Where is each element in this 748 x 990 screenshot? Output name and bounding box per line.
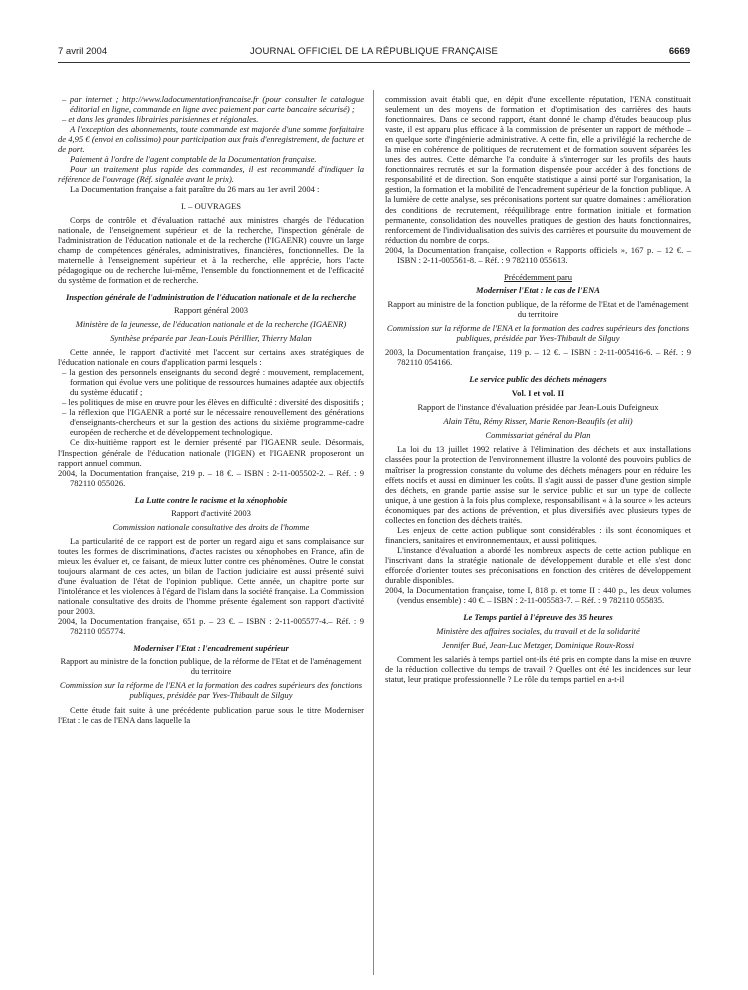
igaenr-ministry: Ministère de la jeunesse, de l'éducation nationale et de la recherche (IGAENR) bbox=[75, 318, 347, 329]
temps-partiel-authors: Jennifer Bué, Jean-Luc Metzger, Dominique Roux-Rossi bbox=[441, 640, 635, 651]
igaenr-bullet: – la gestion des personnels enseignants du second degré : mouvement, remplacement, formation qui évolue vers une politique de ressources humaines adaptée aux objectifs du système éducatif ; bbox=[62, 367, 364, 398]
racisme-paragraph: La particularité de ce rapport est de porter un regard aigu et sans complaisance sur toutes les formes de discriminations, d'actes racistes ou xénophobes en France, afin de mieux les évaluer et, ce faisant, de mieux lutter contre ces phénomènes. Outre le constat toujours alarmant de ces actes, un bilan de l'action judiciaire est aussi présenté suivi d'une évaluation de l'état de l'opinion publique. Cette année, un chapitre porte sur l'intolérance et les violences à l'égard de l'islam dans la société française. La Commission nationale consultative des droits de l'homme présente également son rapport d'activité pour 2003. bbox=[58, 535, 364, 617]
igaenr-title: Inspection générale de l'administration de l'éducation nationale et de la recherche bbox=[65, 291, 357, 302]
racisme-subtitle: Rapport d'activité 2003 bbox=[171, 507, 251, 518]
encadrement-continuation: commission avait établi que, en dépit d'une excellente réputation, l'ENA constituait seulement un des moyens de formation et d'optimisation des carrières des hauts fonctionnaires. Dans ce second rapport, étant donné le champ d'études beaucoup plus vaste, il est apparu plus efficace à la commission de présenter un rapport de méthode – en quelque sorte d'ingénierie administrative. A cette fin, elle a privilégié la recherche de la mise en cohérence de politiques de recrutement et de formation souvent séparées les unes des autres. Cette démarche l'a conduite à s'interroger sur les profils des hauts fonctionnaires recrutés et sur la formation dispensée pour accéder à des fonctions de responsabilité et de direction. Son enquête statistique a ainsi porté sur l'organisation, la gestion, la formation et la mobilité de l'encadrement supérieur de la fonction publique. A la lumière de cette analyse, ses préconisations portent sur quatre domaines : amélioration des conditions de recrutement, rééquilibrage entre formation initiale et formation permanente, consolidation des nouvelles pratiques de gestion des hauts fonctionnaires, renforcement de l'individualisation des suivis des carrières et poursuite du mouvement de réduction du nombre de corps. bbox=[385, 94, 691, 245]
ena-reference: 2003, la Documentation française, 119 p. – 12 €. – ISBN : 2-11-005416-6. – Réf. : 9 782110 054166. bbox=[385, 347, 691, 368]
dechets-reference: 2004, la Documentation française, tome I, 818 p. et tome II : 440 p., les deux volumes (vendus ensemble) : 40 €. – ISBN : 2-11-005583-7. – Réf. : 9 782110 055835. bbox=[385, 585, 691, 606]
order-reference: Pour un traitement plus rapide des commandes, il est recommandé d'indiquer la référence de l'ouvrage (Réf. signalée avant le prix). bbox=[58, 164, 364, 185]
column-divider bbox=[373, 90, 374, 975]
dechets-authors: Alain Têtu, Rémy Risser, Marie Renon-Beaufils (et alii) bbox=[443, 416, 633, 427]
page-header bbox=[58, 46, 690, 60]
order-internet: – par internet ; http://www.ladocumentationfrancaise.fr (pour consulter le catalogue éditorial en ligne, commande en ligne avec paiement par carte bancaire sécurisé) ; bbox=[62, 94, 364, 115]
dechets-volumes: Vol. I et vol. II bbox=[511, 388, 565, 399]
encadrement-commission: Commission sur la réforme de l'ENA et la formation des cadres supérieurs des fonctions publiques, présidée par Yves-Thibault de Silguy bbox=[59, 680, 363, 701]
previously-published-label: Précédemment paru bbox=[503, 271, 573, 282]
order-bookshops: – et dans les grandes librairies parisiennes et régionales. bbox=[62, 114, 259, 125]
header-date: 7 avril 2004 bbox=[58, 46, 108, 57]
dechets-paragraph: La loi du 13 juillet 1992 relative à l'élimination des déchets et aux installations classées pour la protection de l'environnement illustre la volonté des pouvoirs publics de maîtriser la progression constante du volume des déchets ménagers pour en réduire les effets nocifs et aussi en diminuer les coûts. Il s'agit aussi de passer d'une gestion simple des déchets, en grande partie assise sur le service public et sur un type de collecte unique, à une gestion à la fois plus complexe, responsabilisant « à la source » les acteurs économiques par des actions de prévention, et plus diversifiés avec plusieurs types de collectes en fonction des déchets traités. bbox=[385, 444, 691, 525]
racisme-reference: 2004, la Documentation française, 651 p. – 23 €. – ISBN : 2-11-005577-4.– Réf. : 9 782110 055774. bbox=[58, 616, 364, 637]
header-journal-title: JOURNAL OFFICIEL DE LA RÉPUBLIQUE FRANÇAISE bbox=[249, 46, 499, 57]
dechets-title: Le service public des déchets ménagers bbox=[469, 374, 607, 385]
encadrement-reference: 2004, la Documentation française, collection « Rapports officiels », 167 p. – 12 €. – ISBN : 2-11-005561-8. – Réf. : 9 782110 055613. bbox=[385, 244, 691, 265]
igaenr-bullet: – les politiques de mise en œuvre pour les élèves en difficulté : diversité des dispositifs ; bbox=[62, 397, 364, 408]
encadrement-subtitle: Rapport au ministre de la fonction publique, de la réforme de l'Etat et de l'aménagement du territoire bbox=[60, 656, 362, 677]
racisme-title: La Lutte contre le racisme et la xénophobie bbox=[134, 494, 288, 505]
publication-intro: La Documentation française a fait paraître du 26 mars au 1er avril 2004 : bbox=[70, 184, 320, 195]
section-title: I. – OUVRAGES bbox=[180, 201, 242, 212]
dechets-commissariat: Commissariat général du Plan bbox=[485, 430, 591, 441]
encadrement-paragraph: Cette étude fait suite à une précédente publication parue sous le titre Moderniser l'Etat : le cas de l'ENA dans laquelle la bbox=[58, 704, 364, 725]
left-column bbox=[58, 94, 364, 725]
temps-partiel-ministry: Ministère des affaires sociales, du travail et de la solidarité bbox=[436, 626, 640, 637]
racisme-commission: Commission nationale consultative des droits de l'homme bbox=[112, 521, 310, 532]
order-payment: Paiement à l'ordre de l'agent comptable de la Documentation française. bbox=[70, 154, 317, 165]
dechets-paragraph: Les enjeux de cette action publique sont considérables : ils sont économiques et financiers, sanitaires et environnementaux, et aussi politiques. bbox=[385, 524, 691, 545]
igaenr-description: Corps de contrôle et d'évaluation rattaché aux ministres chargés de l'éducation nationale, de l'enseignement supérieur et de la recherche, l'inspection générale de l'administration de l'éducation nationale et de la recherche (l'IGAENR) couvre un large champ de compétences générales, administratives, financières, fonctionnelles. De la maternelle à l'enseignement supérieur et à la recherche, elle apprécie, hors l'acte pédagogique ou de recherche lui-même, l'ensemble du fonctionnement et de l'efficacité du système de formation et de recherche. bbox=[58, 214, 364, 285]
right-column bbox=[385, 94, 691, 684]
header-rule bbox=[58, 62, 690, 63]
igaenr-bullet: – la réflexion que l'IGAENR a porté sur le nécessaire renouvellement des générations d'enseignants-chercheurs et sur la gestion des actions du sixième programme-cadre européen de recherche et de développement technologique. bbox=[62, 407, 364, 438]
dechets-paragraph: L'instance d'évaluation a abordé les nombreux aspects de cette action publique en l'inscrivant dans la stratégie nationale de développement durable et elle s'est donc efforcée d'orienter toutes ses préconisations en fonction des critères de développement durable disponibles. bbox=[385, 544, 691, 586]
ena-commission: Commission sur la réforme de l'ENA et la formation des cadres supérieurs des fonctions publiques, présidée par Yves-Thibault de Silguy bbox=[386, 322, 690, 344]
igaenr-subtitle: Rapport général 2003 bbox=[173, 304, 249, 315]
temps-partiel-title: Le Temps partiel à l'épreuve des 35 heures bbox=[463, 612, 613, 623]
igaenr-paragraph: Cette année, le rapport d'activité met l'accent sur certains axes stratégiques de l'éducation nationale en cours d'application parmi lesquels : bbox=[58, 347, 364, 368]
dechets-subtitle: Rapport de l'instance d'évaluation présidée par Jean-Louis Dufeigneux bbox=[417, 402, 659, 413]
order-surcharge: A l'exception des abonnements, toute commande est majorée d'une somme forfaitaire de 4,95 € (envoi en colissimo) pour participation aux frais d'enregistrement, de facture et de port. bbox=[58, 124, 364, 155]
encadrement-title: Moderniser l'Etat : l'encadrement supérieur bbox=[133, 643, 289, 654]
igaenr-synthesis: Synthèse préparée par Jean-Louis Périllier, Thierry Malan bbox=[110, 332, 312, 343]
temps-partiel-paragraph: Comment les salariés à temps partiel ont-ils été pris en compte dans la mise en œuvre de la réduction collective du temps de travail ? Quelles ont été les incidences sur leur statut, leur pratique professionnelle ? Le rôle du temps partiel en a-t-il bbox=[385, 654, 691, 685]
header-page-number: 6669 bbox=[668, 46, 690, 57]
igaenr-paragraph: Ce dix-huitième rapport est le dernier présenté par l'IGAENR seule. Désormais, l'Inspection générale de l'éducation nationale (l'IGEN) et l'IGAENR proposeront un rapport annuel commun. bbox=[58, 437, 364, 468]
ena-subtitle: Rapport au ministre de la fonction publique, de la réforme de l'Etat et de l'aménagement du territoire bbox=[387, 298, 689, 319]
ena-title: Moderniser l'Etat : le cas de l'ENA bbox=[476, 284, 600, 295]
igaenr-reference: 2004, la Documentation française, 219 p. – 18 €. – ISBN : 2-11-005502-2. – Réf. : 9 782110 055026. bbox=[58, 467, 364, 488]
